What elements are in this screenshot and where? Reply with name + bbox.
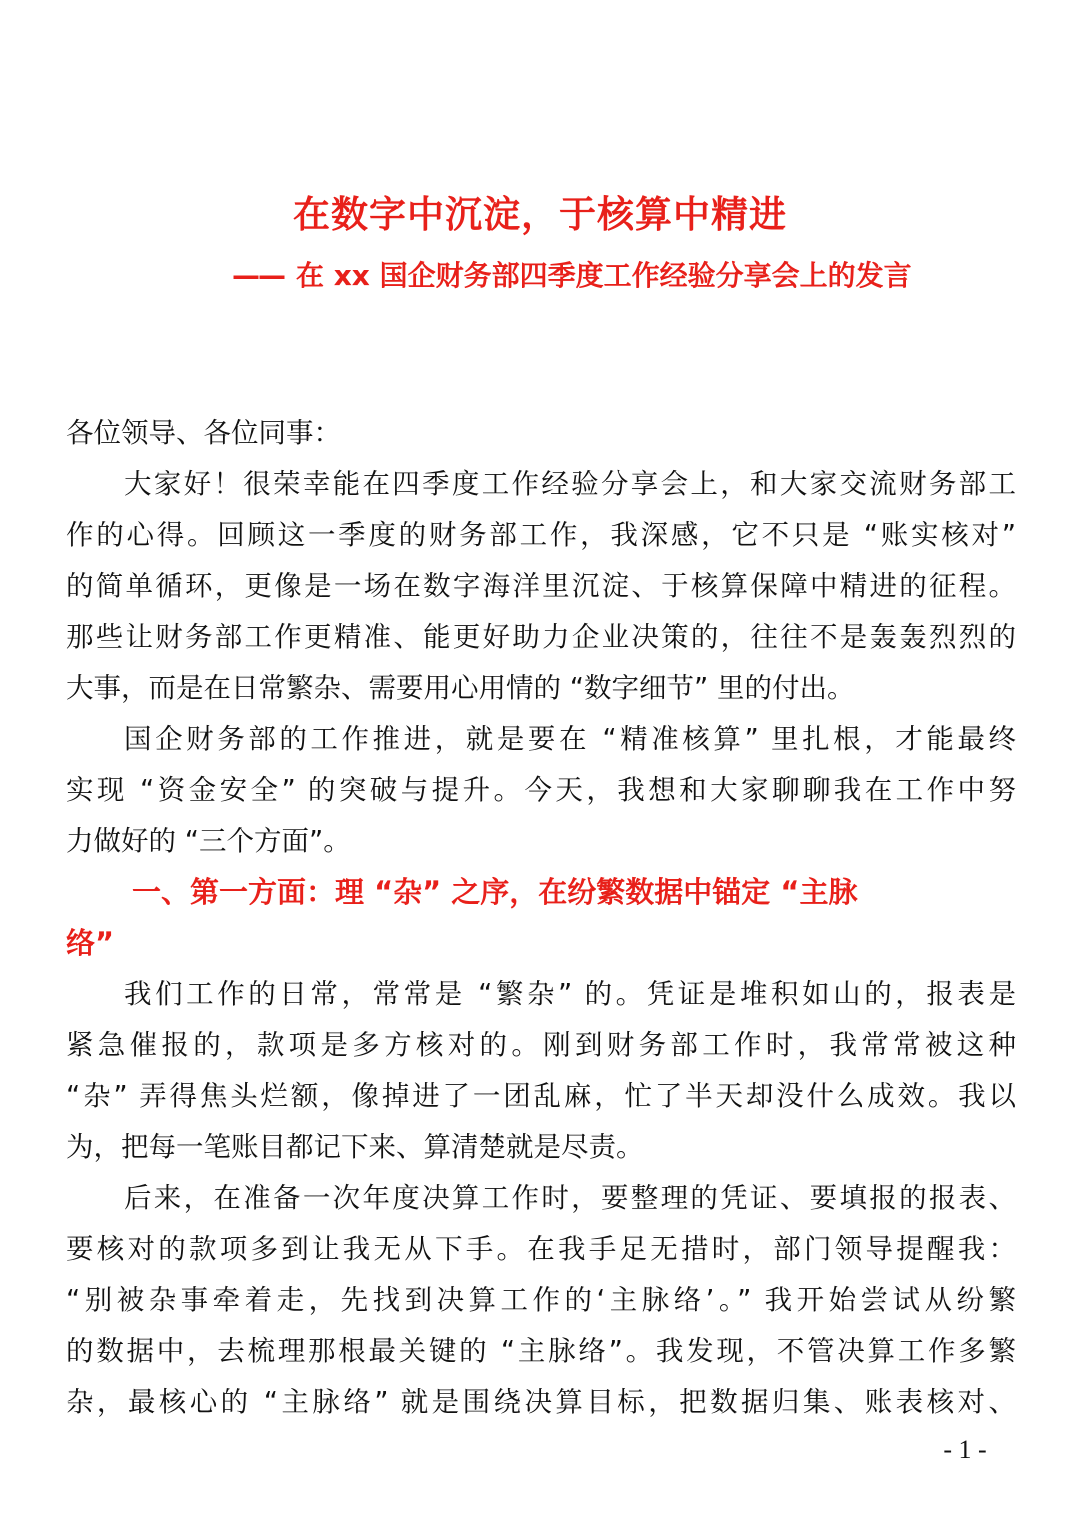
- paragraph-line: 后来，在准备一次年度决算工作时，要整理的凭证、要填报的报表、: [124, 1182, 1016, 1214]
- paragraph-line: 为，把每一笔账目都记下来、算清楚就是尽责。: [66, 1131, 644, 1163]
- paragraph-line: 的简单循环，更像是一场在数字海洋里沉淀、于核算保障中精进的征程。: [66, 570, 1016, 602]
- paragraph-line: “别被杂事牵着走，先找到决算工作的‘主脉络’。” 我开始尝试从纷繁: [66, 1284, 1016, 1316]
- document-subtitle: [232, 256, 912, 296]
- section-heading: 一、第一方面：理 “杂” 之序，在纷繁数据中锚定 “主脉: [132, 875, 858, 909]
- subtitle-dash: ——: [232, 259, 284, 292]
- section-heading-continued: 络”: [66, 926, 115, 960]
- paragraph-line: 国企财务部的工作推进，就是要在 “精准核算” 里扎根，才能最终: [124, 723, 1016, 755]
- salutation: 各位领导、各位同事：: [66, 417, 341, 449]
- paragraph-line: 大家好！很荣幸能在四季度工作经验分享会上，和大家交流财务部工: [124, 468, 1016, 500]
- paragraph-line: 紧急催报的，款项是多方核对的。刚到财务部工作时，我常常被这种: [66, 1029, 1016, 1061]
- document-body: [66, 408, 1016, 1428]
- paragraph-line: 大事，而是在日常繁杂、需要用心用情的 “数字细节” 里的付出。: [66, 672, 855, 704]
- paragraph-line: 要核对的款项多到让我无从下手。在我手足无措时，部门领导提醒我：: [66, 1233, 1016, 1265]
- paragraph-line: 力做好的 “三个方面”。: [66, 825, 351, 857]
- subtitle-text: 在 xx 国企财务部四季度工作经验分享会上的发言: [296, 259, 912, 292]
- paragraph-line: 杂，最核心的 “主脉络” 就是围绕决算目标，把数据归集、账表核对、: [66, 1386, 1016, 1418]
- paragraph-line: 实现 “资金安全” 的突破与提升。今天，我想和大家聊聊我在工作中努: [66, 774, 1016, 806]
- paragraph-line: 我们工作的日常，常常是 “繁杂” 的。凭证是堆积如山的，报表是: [124, 978, 1016, 1010]
- document-title: 在数字中沉淀，于核算中精进: [293, 193, 787, 236]
- paragraph-line: 那些让财务部工作更精准、能更好助力企业决策的，往往不是轰轰烈烈的: [66, 621, 1016, 653]
- paragraph-line: “杂” 弄得焦头烂额，像掉进了一团乱麻，忙了半天却没什么成效。我以: [66, 1080, 1016, 1112]
- paragraph-line: 的数据中，去梳理那根最关键的 “主脉络”。我发现，不管决算工作多繁: [66, 1335, 1016, 1367]
- page-number: - 1 -: [943, 1435, 987, 1464]
- paragraph-line: 作的心得。回顾这一季度的财务部工作，我深感，它不只是 “账实核对”: [66, 519, 1016, 551]
